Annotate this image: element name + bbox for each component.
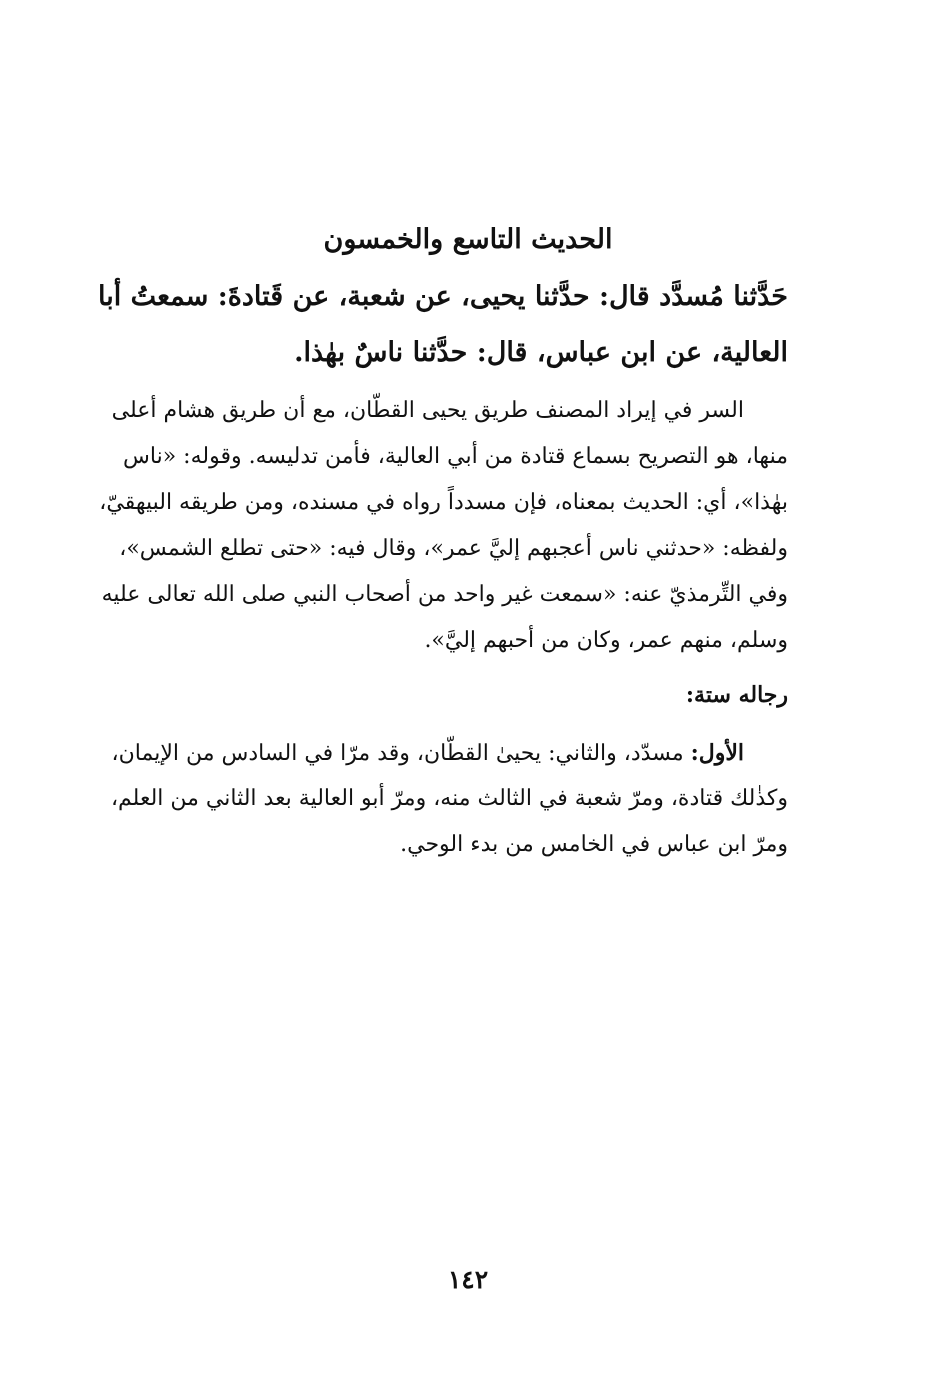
narrators-line-1-text: مسدّد، والثاني: يحيىٰ القطّان، وقد مرّا في السادس من الإيمان،: [111, 741, 691, 766]
narrators-line: ومرّ ابن عباس في الخامس من بدء الوحي.: [400, 832, 788, 857]
commentary-line: وسلم، منهم عمر، وكان من أحبهم إليَّ».: [424, 628, 788, 653]
narrators-line: وكذٰلك قتادة، ومرّ شعبة في الثالث منه، ومرّ أبو العالية بعد الثاني من العلم،: [110, 786, 788, 811]
commentary-line: بهٰذا»، أي: الحديث بمعناه، فإن مسدداً رواه في مسنده، ومن طريقه البيهقيّ،: [99, 490, 788, 515]
commentary-line: ولفظه: «حدثني ناس أعجبهم إليَّ عمر»، وقال فيه: «حتى تطلع الشمس»،: [119, 536, 788, 561]
commentary-line: منها، هو التصريح بسماع قتادة من أبي العالية، فأمن تدليسه. وقوله: «ناس: [123, 444, 788, 469]
isnad-line-1: حَدَّثنا مُسدَّد قال: حدَّثنا يحيى، عن شعبة، عن قَتادةَ: سمعتُ أبا: [97, 281, 788, 312]
narrators-paragraph: [108, 730, 788, 868]
commentary-line: السر في إيراد المصنف طريق يحيى القطّان، مع أن طريق هشام أعلى: [111, 398, 744, 423]
hadith-heading: الحديث التاسع والخمسون: [323, 224, 613, 255]
commentary-line: وفي التِّرمذيّ عنه: «سمعت غير واحد من أصحاب النبي صلى الله تعالى عليه: [101, 582, 788, 607]
commentary-paragraph: [99, 388, 788, 664]
narrators-line: [108, 730, 788, 776]
narrators-heading: رجاله ستة:: [685, 682, 788, 708]
narrator-lead-label: الأول:: [690, 740, 744, 766]
page-number: ١٤٢: [447, 1265, 489, 1294]
isnad-line-2: العالية، عن ابن عباس، قال: حدَّثنا ناسٌ بهٰذا.: [294, 337, 788, 368]
